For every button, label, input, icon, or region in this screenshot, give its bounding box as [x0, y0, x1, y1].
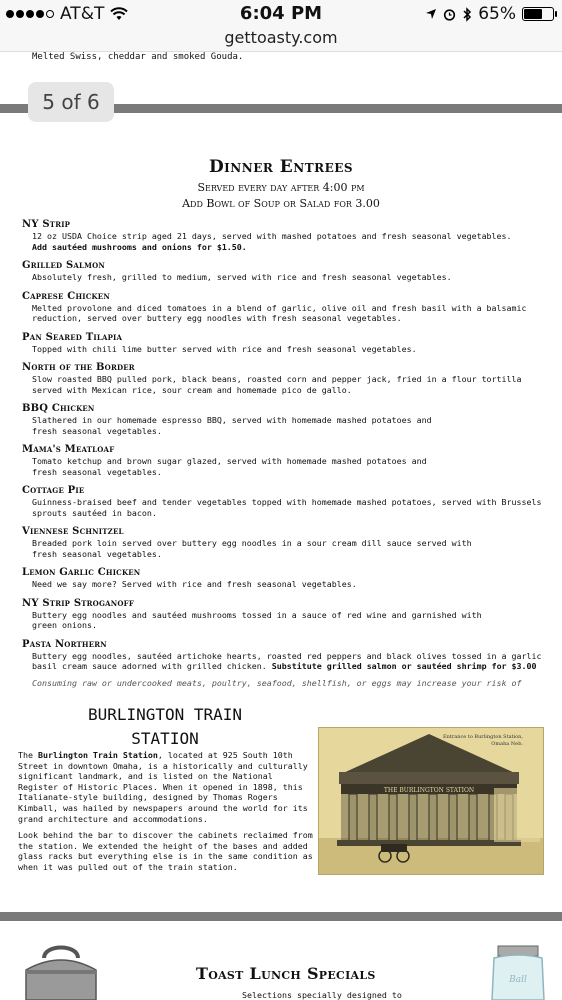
paragraph-text: , located at 925 South 10th Street in downtown Omaha, is a historically and culturally significant landmark, and is listed on the National Register of Historic Places. When it opened in 1898, this Italianate-style building, designed by Thomas Rogers Kimball, was hailed by newspapers around the world for its grand architecture and accommodations. [18, 750, 308, 824]
menu-item-description-text: Need we say more? Served with rice and fresh seasonal vegetables. [32, 579, 357, 589]
address-bar[interactable] [0, 28, 562, 52]
menu-item-description [22, 272, 542, 283]
burlington-title-line-1: BURLINGTON TRAIN [87, 705, 243, 724]
menu-item-description [22, 415, 542, 436]
dinner-subtitle-2: Add Bowl of Soup or Salad for 3.00 [182, 197, 380, 210]
menu-item-description [22, 303, 542, 324]
menu-item-name: Pan Seared Tilapia [22, 331, 123, 343]
menu-item [22, 332, 542, 355]
menu-item [22, 219, 542, 252]
mason-jar-icon [488, 944, 548, 1000]
menu-item-description [22, 497, 542, 518]
menu-item-addon: Add sautéed mushrooms and onions for $1.50. [32, 241, 247, 252]
menu-item-description [22, 610, 542, 631]
alarm-icon [443, 8, 456, 21]
burlington-description [18, 750, 316, 879]
menu-item-name: Viennese Schnitzel [22, 526, 124, 537]
menu-item [22, 526, 542, 559]
menu-item-name: Caprese Chicken [22, 290, 110, 302]
burlington-station-photo [318, 727, 544, 875]
svg-text:Ball: Ball [509, 975, 527, 985]
burlington-paragraph-1 [18, 750, 316, 824]
menu-item-name: Grilled Salmon [22, 260, 105, 271]
menu-item [22, 485, 542, 518]
menu-item-description [22, 651, 542, 672]
burlington-paragraph-2: Look behind the bar to discover the cabinets reclaimed from the station. We extended the height of the bases and added glass racks but everything else is in the same condition as when it was pulled out of the train station. [18, 830, 313, 872]
menu-item [22, 598, 542, 631]
section-divider [0, 912, 562, 921]
page-indicator: 5 of 6 [28, 82, 114, 122]
menu-item-description-text: 12 oz USDA Choice strip aged 21 days, served with mashed potatoes and fresh seasonal vegetables. [32, 231, 512, 241]
menu-item [22, 444, 542, 477]
status-icons [425, 4, 554, 24]
station-illustration [319, 728, 544, 875]
sign-text: THE BURLINGTON STATION [383, 787, 475, 794]
menu-item-name: Lemon Garlic Chicken [22, 567, 141, 578]
menu-item-name: NY Strip Stroganoff [22, 597, 135, 609]
section-title: Dinner Entrees [208, 157, 354, 177]
menu-item-description [22, 456, 542, 477]
menu-item-description-text: Buttery egg noodles, sautéed artichoke hearts, roasted red peppers and black olives tossed in a garlic basil cream sauce adorned with grilled chicken. [32, 650, 542, 671]
photo-caption-line: Omaha Neb. [491, 741, 523, 747]
lunchbox-icon [20, 940, 102, 1000]
menu-item-description [22, 344, 542, 355]
menu-item-description [22, 231, 542, 252]
menu-item-description-text: Melted provolone and diced tomatoes in a blend of garlic, olive oil and fresh basil with a balsamic reduction, served over buttery egg noodles with fresh seasonal vegetables. [32, 302, 527, 323]
menu-item-name: NY Strip [22, 219, 71, 230]
menu-items-list [22, 219, 542, 688]
food-safety-disclaimer: Consuming raw or undercooked meats, poultry, seafood, shellfish, or eggs may increase your risk of [32, 677, 522, 688]
menu-item-description-text: Guinness-braised beef and tender vegetables topped with homemade mashed potatoes, served with Brussels sprouts sautéed in bacon. [32, 497, 542, 518]
battery-icon [522, 7, 554, 21]
menu-item-addon: Substitute grilled salmon or sautéed shrimp for $3.00 [271, 661, 537, 671]
clock: 6:04 PM [239, 3, 323, 24]
menu-item [22, 567, 542, 590]
station-name: Burlington Train Station [37, 750, 158, 760]
menu-item [22, 639, 542, 672]
menu-item-name: Pasta Northern [22, 638, 107, 650]
previous-item-text: Melted Swiss, cheddar and smoked Gouda. [32, 52, 244, 62]
menu-item-description-text: Tomato ketchup and brown sugar glazed, served with homemade mashed potatoes and fresh seasonal vegetables. [32, 456, 427, 477]
location-arrow-icon [425, 8, 437, 20]
menu-item-description-text: Absolutely fresh, grilled to medium, served with rice and fresh seasonal vegetables. [32, 272, 452, 282]
dinner-entrees-title [0, 157, 562, 177]
menu-item-description [22, 579, 542, 590]
menu-item [22, 362, 542, 395]
photo-caption [443, 734, 523, 748]
url-text[interactable]: gettoasty.com [224, 28, 338, 47]
menu-item-description [22, 374, 542, 395]
dinner-subtitle-1: Served every day after 4:00 pm [197, 181, 365, 194]
menu-item-description-text: Topped with chili lime butter served with rice and fresh seasonal vegetables. [32, 343, 417, 354]
menu-item-description-text: Buttery egg noodles and sautéed mushrooms tossed in a sauce of red wine and garnished with green onions. [32, 609, 482, 630]
battery-percent: 65% [478, 4, 516, 24]
lunch-specials-title: Toast Lunch Specials [196, 964, 376, 983]
menu-item-name: Mama's Meatloaf [22, 444, 115, 455]
menu-item [22, 291, 542, 324]
photo-caption-line: Entrance to Burlington Station, [442, 734, 523, 740]
menu-item-description-text: Slow roasted BBQ pulled pork, black beans, roasted corn and pepper jack, fried in a flour tortilla served with Mexican rice, sour cream and homemade pico de gallo. [32, 374, 522, 395]
menu-item-description [22, 538, 542, 559]
lunch-specials-subtitle: Selections specially designed to [242, 990, 402, 1000]
menu-item-name: Cottage Pie [22, 485, 85, 496]
menu-item-description-text: Slathered in our homemade espresso BBQ, served with homemade mashed potatoes and fresh seasonal vegetables. [32, 415, 432, 436]
burlington-title-line-2: STATION [131, 729, 199, 748]
status-bar [0, 0, 562, 28]
paragraph-text: The [18, 750, 38, 760]
menu-item-description-text: Breaded pork loin served over buttery egg noodles in a sour cream dill sauce served with fresh seasonal vegetables. [32, 538, 472, 559]
menu-item-name: North of the Border [22, 362, 135, 373]
carrier-label: AT&T [60, 4, 105, 24]
menu-item [22, 260, 542, 283]
menu-item-name: BBQ Chicken [22, 403, 95, 414]
bluetooth-icon [462, 7, 472, 22]
menu-item [22, 403, 542, 436]
